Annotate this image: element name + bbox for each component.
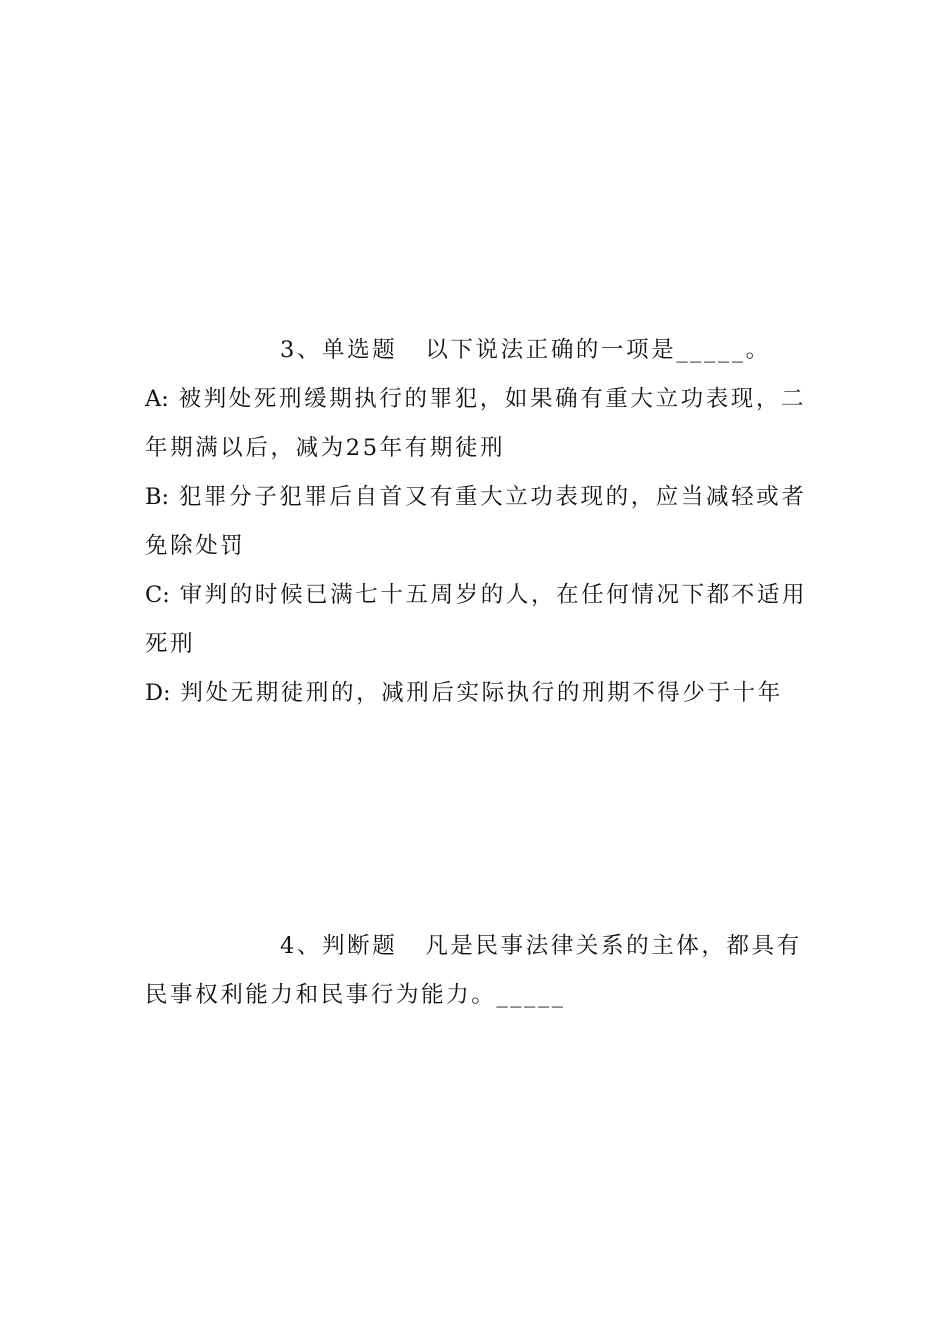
question-stem <box>145 326 810 375</box>
option-a <box>145 375 810 473</box>
question-type: 判断题 <box>322 933 398 959</box>
option-label: A: <box>145 386 169 412</box>
question-type: 单选题 <box>322 337 398 363</box>
option-d <box>145 669 810 718</box>
option-c <box>145 571 810 669</box>
option-b <box>145 473 810 571</box>
option-label: C: <box>145 582 170 608</box>
option-text: 被判处死刑缓期执行的罪犯，如果确有重大立功表现，二年期满以后，减为25年有期徒刑 <box>145 386 807 461</box>
question-3 <box>145 326 810 718</box>
question-text: 以下说法正确的一项是_____。 <box>425 337 771 363</box>
option-text: 审判的时候已满七十五周岁的人，在任何情况下都不适用死刑 <box>145 582 808 657</box>
option-text: 犯罪分子犯罪后自首又有重大立功表现的，应当减轻或者免除处罚 <box>145 484 807 559</box>
question-number: 4、 <box>280 933 323 959</box>
question-stem <box>145 922 810 1020</box>
question-4 <box>145 922 810 1020</box>
question-number: 3、 <box>280 337 323 363</box>
option-text: 判处无期徒刑的，减刑后实际执行的刑期不得少于十年 <box>180 680 783 706</box>
option-label: B: <box>145 484 170 510</box>
question-text: 凡是民事法律关系的主体，都具有民事权利能力和民事行为能力。_____ <box>145 933 802 1008</box>
option-label: D: <box>145 680 171 706</box>
